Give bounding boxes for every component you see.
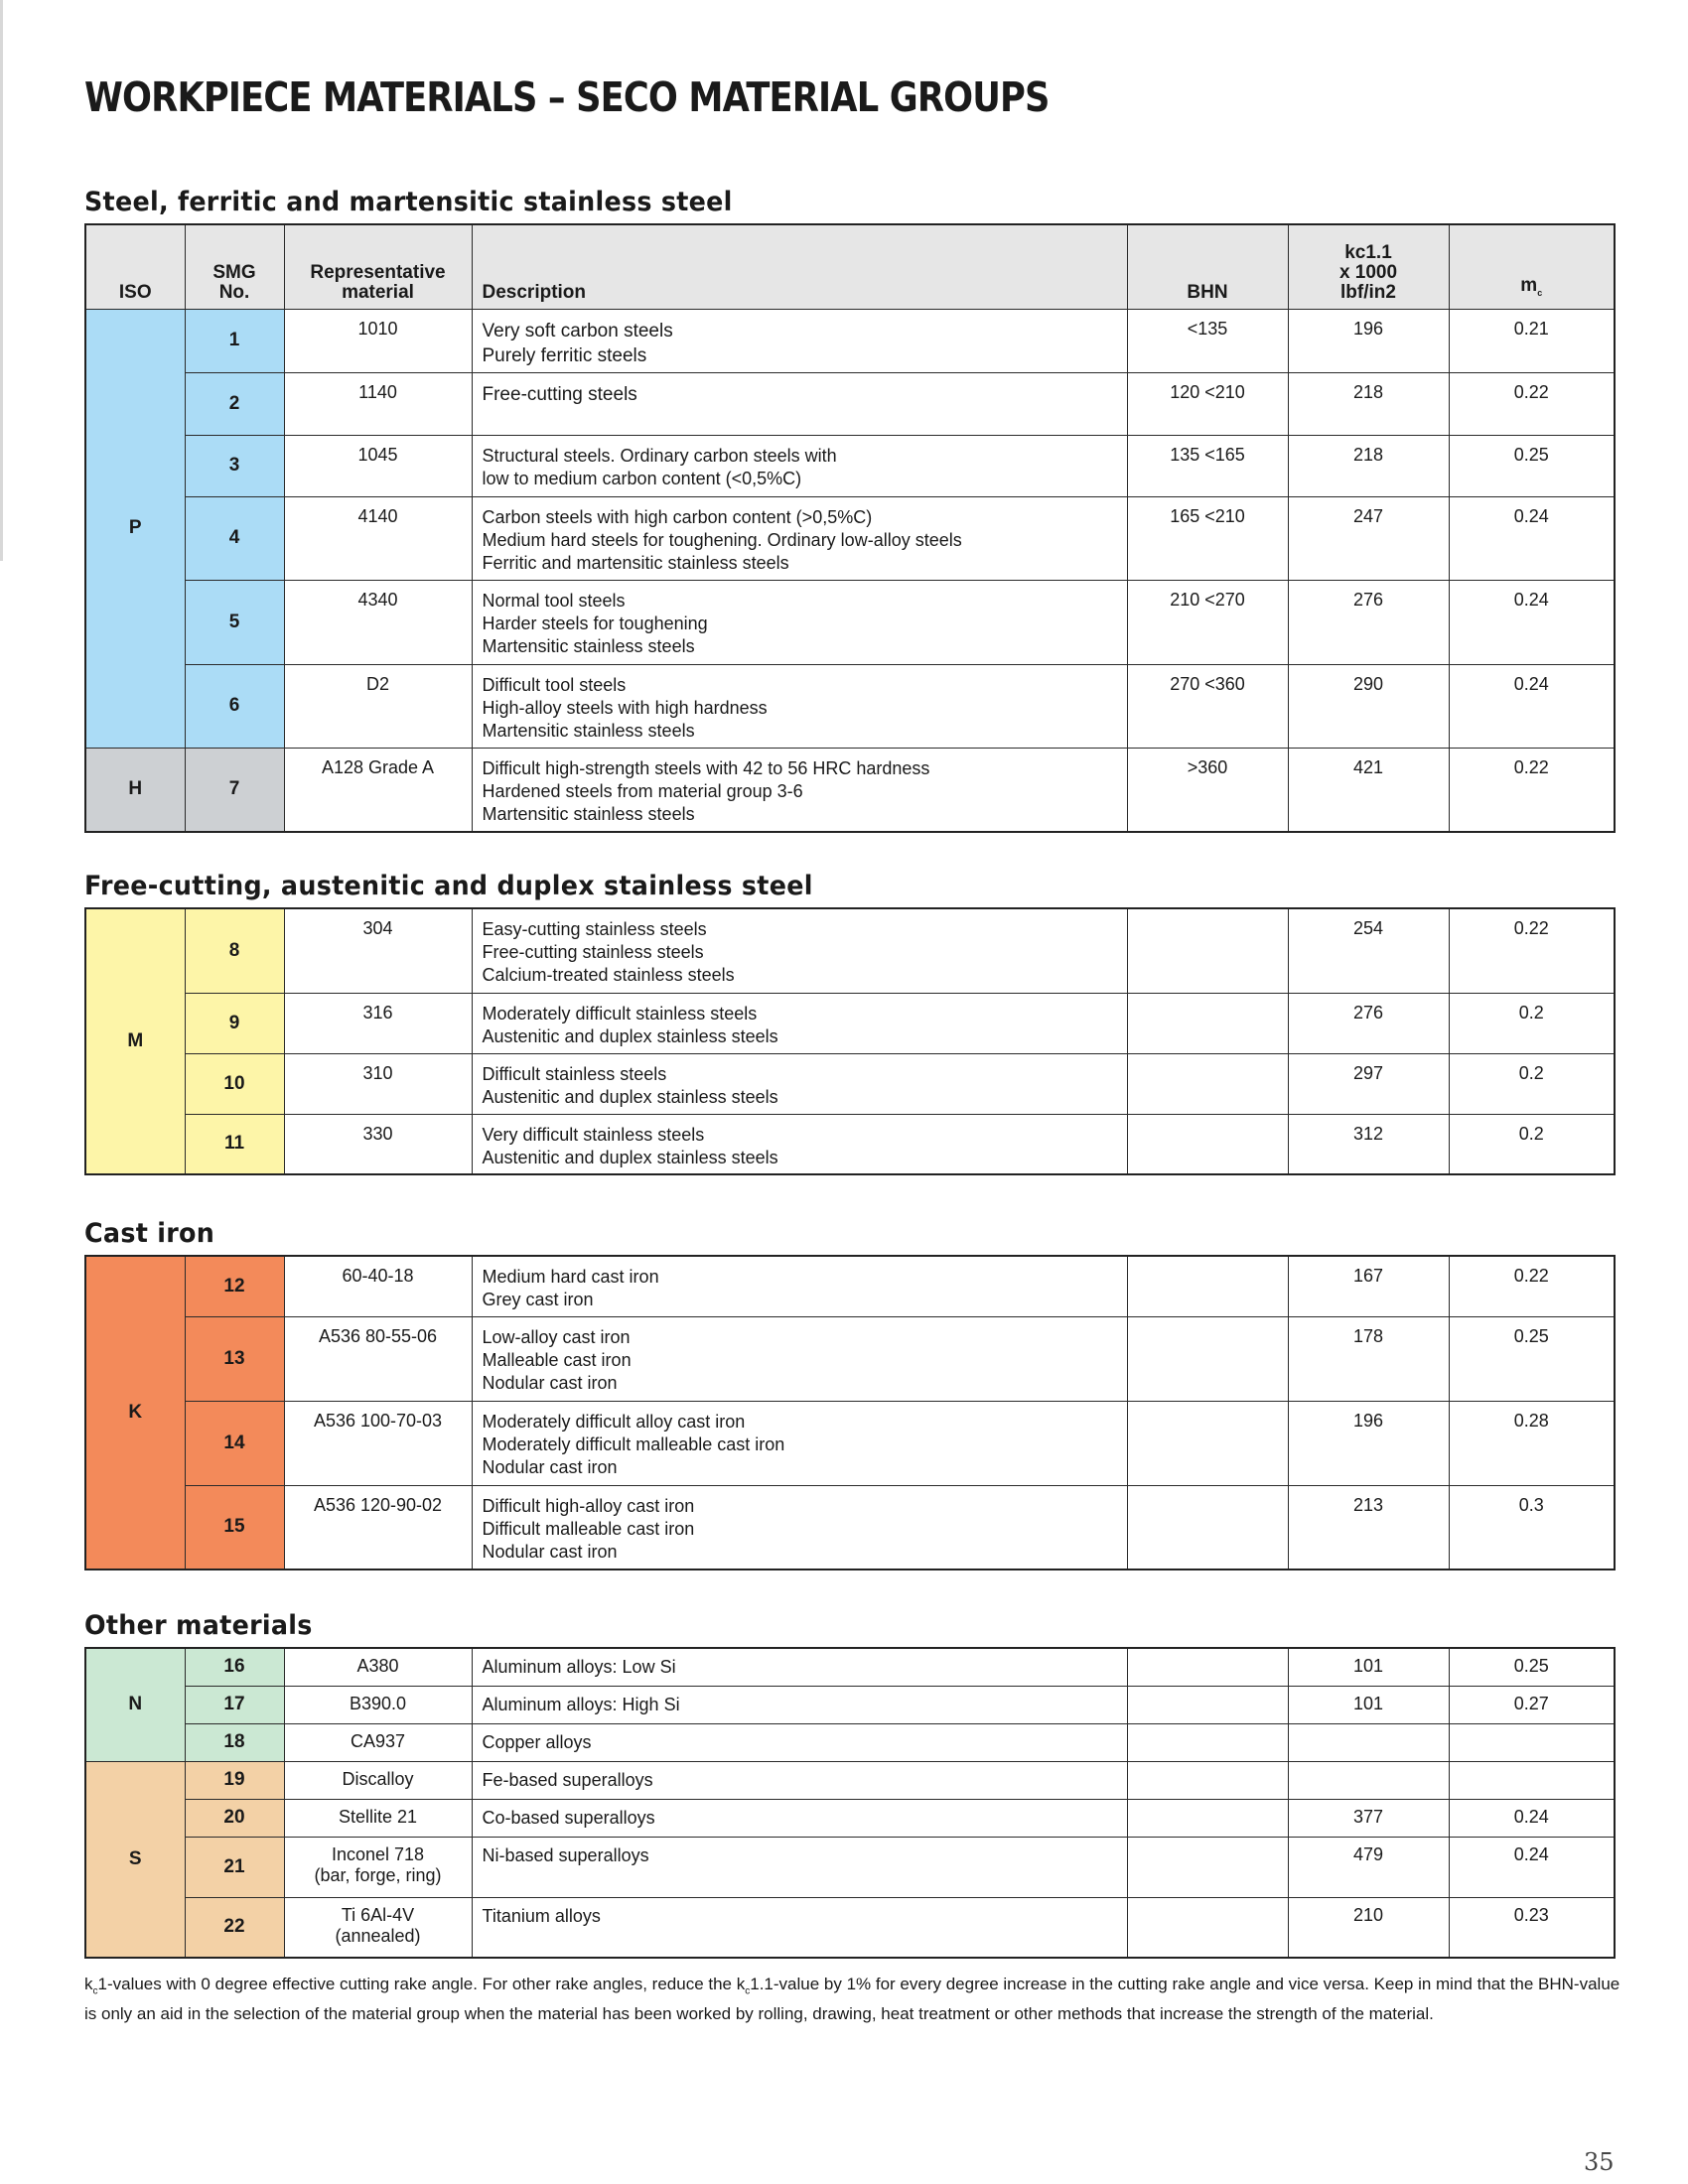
kc-value-cell: 312 bbox=[1288, 1114, 1449, 1174]
description-line: Difficult high-alloy cast iron bbox=[482, 1495, 695, 1516]
mc-value-cell: 0.25 bbox=[1449, 435, 1615, 496]
table-body bbox=[85, 908, 1615, 1174]
bhn-cell: <135 bbox=[1127, 309, 1288, 372]
kc-value-cell: 276 bbox=[1288, 580, 1449, 664]
kc-value-cell: 210 bbox=[1288, 1897, 1449, 1958]
table-row bbox=[85, 1316, 1615, 1401]
kc-value-cell: 196 bbox=[1288, 1401, 1449, 1485]
section-title: Free-cutting, austenitic and duplex stainless steel bbox=[84, 871, 813, 901]
bhn-cell bbox=[1127, 1799, 1288, 1837]
mc-value-cell: 0.24 bbox=[1449, 496, 1615, 580]
kc-value-cell: 178 bbox=[1288, 1316, 1449, 1401]
description-line: Ferritic and martensitic stainless steels bbox=[482, 552, 789, 573]
table-row bbox=[85, 908, 1615, 993]
table-row bbox=[85, 1053, 1615, 1114]
footnote: $k_c1$-values with 0 degree effective cutting rake angle. For other rake angles, reduce the $k_c1.1$-value by 1% for every degree increase in the cutting rake angle and vice versa. Keep in mind that the BHN-value is only an aid in the selection of the material group when the material has been worked by rolling, drawing, heat treatment or other methods that increase the strength of the material. bbox=[84, 1975, 1620, 2024]
table-row bbox=[85, 1401, 1615, 1485]
description-line: Easy-cutting stainless steels bbox=[482, 919, 707, 939]
kc-value-cell bbox=[1288, 1761, 1449, 1799]
description-line: Carbon steels with high carbon content (>0,5%C) bbox=[482, 506, 873, 527]
table-row bbox=[85, 496, 1615, 580]
description-line: Martensitic stainless steels bbox=[482, 720, 695, 741]
representative-material-cell bbox=[284, 1485, 472, 1570]
representative-material-line: (bar, forge, ring) bbox=[314, 1864, 442, 1885]
smg-number-cell: 16 bbox=[185, 1648, 284, 1686]
representative-material-line: A128 Grade A bbox=[321, 756, 435, 777]
representative-material-cell bbox=[284, 748, 472, 832]
table-row bbox=[85, 309, 1615, 372]
representative-material-cell bbox=[284, 435, 472, 496]
col-header-iso: ISO bbox=[85, 224, 185, 309]
mc-value-cell bbox=[1449, 1761, 1615, 1799]
bhn-cell bbox=[1127, 1723, 1288, 1761]
representative-material-cell bbox=[284, 1256, 472, 1316]
description-cell bbox=[472, 496, 1127, 580]
description-line: Medium hard steels for toughening. Ordinary low-alloy steels bbox=[482, 529, 962, 550]
representative-material-cell bbox=[284, 580, 472, 664]
representative-material-cell bbox=[284, 1799, 472, 1837]
description-line: Nodular cast iron bbox=[482, 1372, 618, 1393]
section-cast-iron bbox=[84, 1213, 1614, 1570]
mc-value-cell: 0.3 bbox=[1449, 1485, 1615, 1570]
representative-material-line: Discalloy bbox=[342, 1768, 414, 1789]
description-cell bbox=[472, 1686, 1127, 1723]
representative-material-line: A536 120-90-02 bbox=[313, 1494, 443, 1515]
representative-material-line: 1045 bbox=[357, 444, 398, 465]
description-line: Co-based superalloys bbox=[482, 1807, 655, 1828]
representative-material-line: (annealed) bbox=[335, 1925, 421, 1946]
iso-group-cell: N bbox=[85, 1648, 185, 1761]
page-edge-rule bbox=[0, 0, 3, 561]
kc-value-cell: 254 bbox=[1288, 908, 1449, 993]
representative-material-line: 1010 bbox=[357, 318, 398, 339]
table-row bbox=[85, 1837, 1615, 1897]
representative-material-line: 1140 bbox=[358, 381, 397, 402]
kc-value-cell: 196 bbox=[1288, 309, 1449, 372]
kc-value-cell: 276 bbox=[1288, 993, 1449, 1053]
representative-material-line: Inconel 718 bbox=[331, 1843, 425, 1864]
description-line: Malleable cast iron bbox=[482, 1349, 632, 1370]
representative-material-cell bbox=[284, 1837, 472, 1897]
description-line: Low-alloy cast iron bbox=[482, 1326, 631, 1347]
kc-value-cell: 479 bbox=[1288, 1837, 1449, 1897]
smg-number-cell: 14 bbox=[185, 1401, 284, 1485]
description-line: Difficult stainless steels bbox=[482, 1063, 667, 1084]
mc-value-cell: 0.22 bbox=[1449, 908, 1615, 993]
smg-number-cell: 18 bbox=[185, 1723, 284, 1761]
kc-value-cell: 213 bbox=[1288, 1485, 1449, 1570]
mc-value-cell: 0.21 bbox=[1449, 309, 1615, 372]
bhn-cell bbox=[1127, 1897, 1288, 1958]
table-row bbox=[85, 993, 1615, 1053]
representative-material-line: A536 80-55-06 bbox=[318, 1325, 438, 1346]
bhn-cell: 135 <165 bbox=[1127, 435, 1288, 496]
table-row bbox=[85, 1648, 1615, 1686]
representative-material-line: Ti 6Al-4V bbox=[341, 1904, 415, 1925]
description-line: High-alloy steels with high hardness bbox=[482, 697, 768, 718]
description-line: Structural steels. Ordinary carbon steels with bbox=[482, 445, 837, 466]
table-body bbox=[85, 1648, 1615, 1958]
description-line: Difficult high-strength steels with 42 to 56 HRC hardness bbox=[482, 757, 930, 778]
col-header-mc: $m_c$ bbox=[1449, 224, 1615, 309]
kc-value-cell: 101 bbox=[1288, 1686, 1449, 1723]
col-header-representative: Representative material bbox=[284, 224, 472, 309]
representative-material-line: B390.0 bbox=[349, 1693, 407, 1713]
description-cell bbox=[472, 309, 1127, 372]
smg-number-cell: 6 bbox=[185, 664, 284, 748]
mc-value-cell: 0.28 bbox=[1449, 1401, 1615, 1485]
table-row bbox=[85, 1897, 1615, 1958]
iso-group-cell: H bbox=[85, 748, 185, 832]
kc-value-cell: 247 bbox=[1288, 496, 1449, 580]
description-cell bbox=[472, 993, 1127, 1053]
bhn-cell bbox=[1127, 1648, 1288, 1686]
representative-material-line: D2 bbox=[365, 673, 389, 694]
description-cell bbox=[472, 1723, 1127, 1761]
kc-value-cell: 167 bbox=[1288, 1256, 1449, 1316]
description-line: Free-cutting steels bbox=[482, 383, 637, 405]
iso-group-cell: K bbox=[85, 1256, 185, 1570]
description-cell bbox=[472, 908, 1127, 993]
mc-value-cell: 0.25 bbox=[1449, 1316, 1615, 1401]
table-body bbox=[85, 1256, 1615, 1570]
mc-value-cell: 0.22 bbox=[1449, 372, 1615, 435]
bhn-cell bbox=[1127, 1686, 1288, 1723]
smg-number-cell: 11 bbox=[185, 1114, 284, 1174]
description-line: Moderately difficult malleable cast iron bbox=[482, 1433, 785, 1454]
mc-value-cell: 0.23 bbox=[1449, 1897, 1615, 1958]
description-line: Purely ferritic steels bbox=[482, 344, 647, 366]
representative-material-cell bbox=[284, 664, 472, 748]
mc-value-cell: 0.2 bbox=[1449, 1053, 1615, 1114]
table-row bbox=[85, 1256, 1615, 1316]
description-line: Moderately difficult alloy cast iron bbox=[482, 1411, 746, 1432]
smg-number-cell: 2 bbox=[185, 372, 284, 435]
mc-value-cell: 0.22 bbox=[1449, 748, 1615, 832]
representative-material-line: A536 100-70-03 bbox=[313, 1410, 443, 1431]
description-cell bbox=[472, 1053, 1127, 1114]
table-row bbox=[85, 748, 1615, 832]
kc-value-cell bbox=[1288, 1723, 1449, 1761]
bhn-cell bbox=[1127, 1316, 1288, 1401]
description-line: Titanium alloys bbox=[482, 1905, 601, 1926]
bhn-cell bbox=[1127, 1401, 1288, 1485]
table-row bbox=[85, 435, 1615, 496]
smg-number-cell: 3 bbox=[185, 435, 284, 496]
description-line: Free-cutting stainless steels bbox=[482, 942, 704, 962]
representative-material-line: 316 bbox=[362, 1002, 393, 1023]
description-line: Hardened steels from material group 3-6 bbox=[482, 780, 803, 801]
bhn-cell bbox=[1127, 1761, 1288, 1799]
description-cell bbox=[472, 1485, 1127, 1570]
description-line: Austenitic and duplex stainless steels bbox=[482, 1086, 778, 1107]
description-line: Medium hard cast iron bbox=[482, 1267, 659, 1287]
table-row bbox=[85, 580, 1615, 664]
section-other bbox=[84, 1605, 1614, 1959]
smg-number-cell: 1 bbox=[185, 309, 284, 372]
description-line: Nodular cast iron bbox=[482, 1456, 618, 1477]
smg-number-cell: 12 bbox=[185, 1256, 284, 1316]
mc-value-cell: 0.24 bbox=[1449, 1799, 1615, 1837]
bhn-cell: >360 bbox=[1127, 748, 1288, 832]
bhn-cell bbox=[1127, 993, 1288, 1053]
section-steel bbox=[84, 182, 1614, 833]
kc-value-cell: 101 bbox=[1288, 1648, 1449, 1686]
kc-value-cell: 297 bbox=[1288, 1053, 1449, 1114]
description-line: Calcium-treated stainless steels bbox=[482, 965, 735, 985]
smg-number-cell: 9 bbox=[185, 993, 284, 1053]
representative-material-line: CA937 bbox=[350, 1730, 406, 1751]
description-line: Difficult tool steels bbox=[482, 674, 627, 695]
page-number: 35 bbox=[1584, 2148, 1615, 2176]
bhn-cell: 210 <270 bbox=[1127, 580, 1288, 664]
smg-number-cell: 21 bbox=[185, 1837, 284, 1897]
mc-value-cell bbox=[1449, 1723, 1615, 1761]
smg-number-cell: 10 bbox=[185, 1053, 284, 1114]
iso-group-cell: M bbox=[85, 908, 185, 1174]
representative-material-cell bbox=[284, 372, 472, 435]
smg-number-cell: 5 bbox=[185, 580, 284, 664]
bhn-cell bbox=[1127, 908, 1288, 993]
description-cell bbox=[472, 664, 1127, 748]
description-line: Austenitic and duplex stainless steels bbox=[482, 1147, 778, 1167]
table-header-row bbox=[85, 224, 1615, 309]
mc-value-cell: 0.2 bbox=[1449, 993, 1615, 1053]
description-cell bbox=[472, 1256, 1127, 1316]
smg-number-cell: 22 bbox=[185, 1897, 284, 1958]
table-row bbox=[85, 1485, 1615, 1570]
kc-value-cell: 421 bbox=[1288, 748, 1449, 832]
representative-material-cell bbox=[284, 1761, 472, 1799]
representative-material-line: 330 bbox=[362, 1123, 393, 1144]
representative-material-cell bbox=[284, 908, 472, 993]
representative-material-cell bbox=[284, 1686, 472, 1723]
section-title: Steel, ferritic and martensitic stainless steel bbox=[84, 187, 733, 217]
table-row bbox=[85, 1761, 1615, 1799]
bhn-cell bbox=[1127, 1053, 1288, 1114]
table-body bbox=[85, 309, 1615, 832]
col-header-smg: SMG No. bbox=[185, 224, 284, 309]
description-line: Harder steels for toughening bbox=[482, 613, 708, 633]
description-line: Grey cast iron bbox=[482, 1290, 594, 1309]
description-line: Martensitic stainless steels bbox=[482, 635, 695, 656]
representative-material-line: 304 bbox=[362, 918, 393, 938]
description-line: Martensitic stainless steels bbox=[482, 803, 695, 824]
description-cell bbox=[472, 1799, 1127, 1837]
description-line: Very soft carbon steels bbox=[482, 320, 673, 341]
table-row bbox=[85, 1686, 1615, 1723]
description-line: Fe-based superalloys bbox=[482, 1769, 653, 1790]
description-cell bbox=[472, 1316, 1127, 1401]
description-line: Ni-based superalloys bbox=[482, 1844, 649, 1865]
mc-value-cell: 0.24 bbox=[1449, 664, 1615, 748]
table-row bbox=[85, 1723, 1615, 1761]
representative-material-line: 60-40-18 bbox=[342, 1266, 414, 1286]
mc-value-cell: 0.25 bbox=[1449, 1648, 1615, 1686]
col-header-kc: kc1.1 x 1000 lbf/in2 bbox=[1288, 224, 1449, 309]
kc-value-cell: 218 bbox=[1288, 372, 1449, 435]
description-line: Moderately difficult stainless steels bbox=[482, 1003, 758, 1024]
iso-group-cell: P bbox=[85, 309, 185, 748]
mc-value-cell: 0.24 bbox=[1449, 1837, 1615, 1897]
smg-number-cell: 19 bbox=[185, 1761, 284, 1799]
table-row bbox=[85, 1114, 1615, 1174]
representative-material-line: Stellite 21 bbox=[338, 1806, 418, 1827]
description-line: Difficult malleable cast iron bbox=[482, 1518, 695, 1539]
description-cell bbox=[472, 1401, 1127, 1485]
section-title: Other materials bbox=[84, 1610, 313, 1641]
smg-number-cell: 17 bbox=[185, 1686, 284, 1723]
smg-number-cell: 7 bbox=[185, 748, 284, 832]
representative-material-cell bbox=[284, 1897, 472, 1958]
representative-material-cell bbox=[284, 496, 472, 580]
material-table bbox=[84, 223, 1616, 833]
mc-value-cell: 0.2 bbox=[1449, 1114, 1615, 1174]
kc-value-cell: 218 bbox=[1288, 435, 1449, 496]
description-cell bbox=[472, 1761, 1127, 1799]
col-header-bhn: BHN bbox=[1127, 224, 1288, 309]
description-line: Normal tool steels bbox=[482, 590, 626, 611]
description-cell bbox=[472, 1114, 1127, 1174]
representative-material-cell bbox=[284, 1114, 472, 1174]
description-cell bbox=[472, 1648, 1127, 1686]
description-line: Aluminum alloys: High Si bbox=[482, 1694, 680, 1714]
table-row bbox=[85, 1799, 1615, 1837]
representative-material-cell bbox=[284, 309, 472, 372]
table-row bbox=[85, 664, 1615, 748]
mc-value-cell: 0.24 bbox=[1449, 580, 1615, 664]
bhn-cell: 120 <210 bbox=[1127, 372, 1288, 435]
smg-number-cell: 15 bbox=[185, 1485, 284, 1570]
material-table bbox=[84, 1255, 1616, 1570]
representative-material-line: 4140 bbox=[357, 505, 398, 526]
material-table bbox=[84, 907, 1616, 1175]
description-cell bbox=[472, 435, 1127, 496]
representative-material-cell bbox=[284, 1316, 472, 1401]
kc-value-cell: 377 bbox=[1288, 1799, 1449, 1837]
description-cell bbox=[472, 748, 1127, 832]
mc-value-cell: 0.27 bbox=[1449, 1686, 1615, 1723]
description-line: Nodular cast iron bbox=[482, 1541, 618, 1562]
bhn-cell: 270 <360 bbox=[1127, 664, 1288, 748]
description-line: low to medium carbon content (<0,5%C) bbox=[482, 468, 802, 488]
description-cell bbox=[472, 372, 1127, 435]
description-line: Copper alloys bbox=[482, 1731, 592, 1752]
section-stainless bbox=[84, 866, 1614, 1175]
representative-material-cell bbox=[284, 1401, 472, 1485]
representative-material-cell bbox=[284, 993, 472, 1053]
bhn-cell bbox=[1127, 1114, 1288, 1174]
description-line: Very difficult stainless steels bbox=[482, 1124, 705, 1145]
description-line: Austenitic and duplex stainless steels bbox=[482, 1025, 778, 1046]
description-cell bbox=[472, 580, 1127, 664]
mc-value-cell: 0.22 bbox=[1449, 1256, 1615, 1316]
smg-number-cell: 20 bbox=[185, 1799, 284, 1837]
iso-group-cell: S bbox=[85, 1761, 185, 1958]
section-title: Cast iron bbox=[84, 1218, 215, 1249]
representative-material-cell bbox=[284, 1648, 472, 1686]
bhn-cell bbox=[1127, 1485, 1288, 1570]
page-title: WORKPIECE MATERIALS – SECO MATERIAL GROUPS bbox=[84, 73, 1050, 121]
representative-material-cell bbox=[284, 1053, 472, 1114]
kc-value-cell: 290 bbox=[1288, 664, 1449, 748]
bhn-cell bbox=[1127, 1256, 1288, 1316]
representative-material-cell bbox=[284, 1723, 472, 1761]
description-line: Aluminum alloys: Low Si bbox=[482, 1657, 676, 1677]
smg-number-cell: 8 bbox=[185, 908, 284, 993]
smg-number-cell: 4 bbox=[185, 496, 284, 580]
representative-material-line: 310 bbox=[362, 1062, 393, 1083]
table-row bbox=[85, 372, 1615, 435]
bhn-cell: 165 <210 bbox=[1127, 496, 1288, 580]
smg-number-cell: 13 bbox=[185, 1316, 284, 1401]
description-cell bbox=[472, 1837, 1127, 1897]
description-cell bbox=[472, 1897, 1127, 1958]
representative-material-line: 4340 bbox=[357, 589, 398, 610]
col-header-description: Description bbox=[472, 224, 1127, 309]
bhn-cell bbox=[1127, 1837, 1288, 1897]
material-table bbox=[84, 1647, 1616, 1959]
representative-material-line: A380 bbox=[356, 1656, 399, 1676]
